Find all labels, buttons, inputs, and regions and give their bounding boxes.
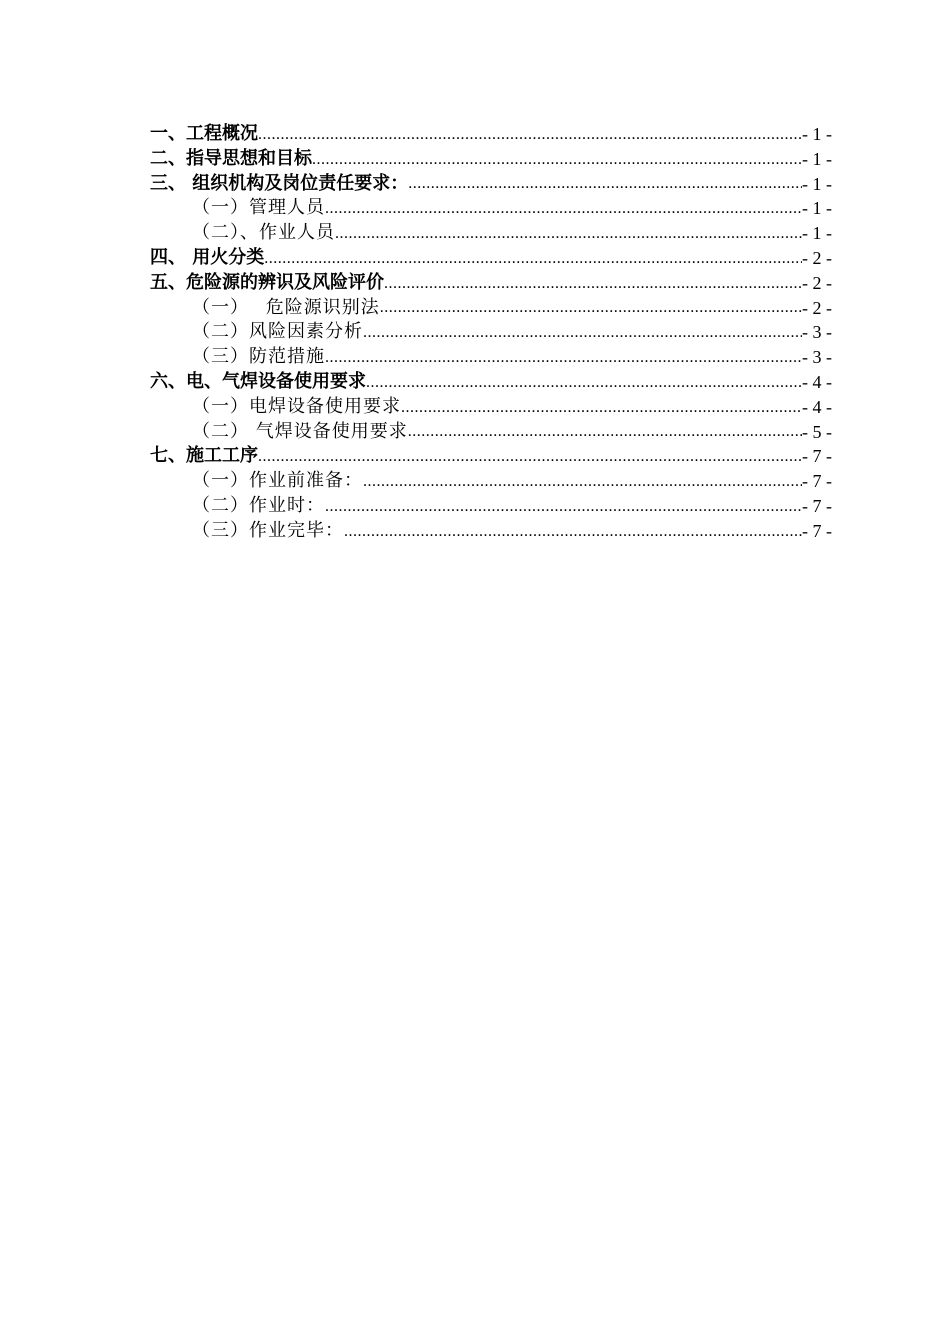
toc-subentry[interactable] [150, 221, 832, 246]
toc-entry-title: （一）作业前准备： [192, 470, 363, 492]
toc-dot-leader [335, 224, 802, 244]
toc-dot-leader [325, 497, 802, 517]
toc-entry-page: - 7 - [802, 446, 832, 467]
toc-entry[interactable] [150, 122, 832, 147]
table-of-contents [150, 122, 832, 544]
toc-subentry[interactable] [150, 395, 832, 420]
toc-entry-title: （一）管理人员 [192, 197, 325, 219]
toc-entry[interactable] [150, 246, 832, 271]
toc-dot-leader [344, 522, 802, 542]
toc-subentry[interactable] [150, 196, 832, 221]
toc-entry-page: - 7 - [802, 520, 832, 541]
toc-entry-page: - 1 - [802, 124, 832, 144]
toc-entry-title: （一）电焊设备使用要求 [192, 395, 401, 417]
toc-entry-page: - 4 - [802, 396, 832, 417]
toc-entry-title: （二）、作业人员 [192, 222, 335, 244]
toc-dot-leader [401, 398, 802, 418]
toc-entry-title: 二、指导思想和目标 [150, 147, 312, 169]
toc-entry[interactable] [150, 444, 832, 469]
toc-entry-title: （一） 危险源识别法 [192, 296, 380, 318]
toc-entry-page: - 1 - [802, 148, 832, 169]
toc-entry[interactable] [150, 271, 832, 296]
toc-entry[interactable] [150, 370, 832, 395]
toc-entry-title: （二） 气焊设备使用要求 [192, 420, 408, 442]
toc-dot-leader [258, 447, 802, 467]
toc-entry-page: - 3 - [802, 322, 832, 343]
toc-entry-page: - 1 - [802, 198, 832, 219]
toc-entry-title: 五、危险源的辨识及风险评价 [150, 271, 384, 293]
toc-entry-title: （二）风险因素分析 [192, 321, 363, 343]
toc-entry[interactable] [150, 172, 832, 197]
toc-dot-leader [325, 348, 802, 368]
toc-entry-title: （三）防范措施 [192, 346, 325, 368]
toc-subentry[interactable] [150, 519, 832, 544]
toc-subentry[interactable] [150, 420, 832, 445]
toc-entry-page: - 5 - [802, 421, 832, 442]
toc-entry-title: （三）作业完毕： [192, 519, 344, 541]
toc-subentry[interactable] [150, 345, 832, 370]
toc-dot-leader [258, 125, 802, 145]
toc-entry-page: - 4 - [802, 371, 832, 392]
toc-entry-title: 一、工程概况 [150, 123, 258, 144]
toc-subentry[interactable] [150, 296, 832, 321]
toc-entry-page: - 3 - [802, 347, 832, 368]
toc-entry-page: - 2 - [802, 297, 832, 318]
toc-entry-title: （二）作业时： [192, 494, 325, 516]
toc-entry[interactable] [150, 147, 832, 172]
toc-dot-leader [380, 298, 802, 318]
toc-subentry[interactable] [150, 494, 832, 519]
toc-dot-leader [312, 150, 802, 170]
toc-entry-page: - 7 - [802, 471, 832, 492]
toc-dot-leader [264, 249, 802, 269]
toc-dot-leader [325, 199, 802, 219]
toc-dot-leader [363, 323, 802, 343]
toc-subentry[interactable] [150, 469, 832, 494]
toc-entry-page: - 7 - [802, 495, 832, 516]
toc-subentry[interactable] [150, 320, 832, 345]
toc-entry-title: 四、 用火分类 [150, 246, 265, 268]
toc-dot-leader [408, 174, 802, 194]
toc-entry-title: 七、施工工序 [150, 445, 258, 467]
toc-dot-leader [384, 274, 802, 294]
toc-dot-leader [363, 472, 802, 492]
toc-dot-leader [408, 422, 802, 442]
toc-entry-page: - 1 - [802, 223, 832, 244]
toc-entry-page: - 2 - [802, 247, 832, 268]
toc-entry-page: - 2 - [802, 272, 832, 293]
toc-entry-page: - 1 - [802, 173, 832, 194]
toc-entry-title: 六、电、气焊设备使用要求 [150, 370, 366, 392]
toc-dot-leader [366, 373, 802, 393]
toc-entry-title: 三、 组织机构及岗位责任要求： [150, 172, 409, 194]
